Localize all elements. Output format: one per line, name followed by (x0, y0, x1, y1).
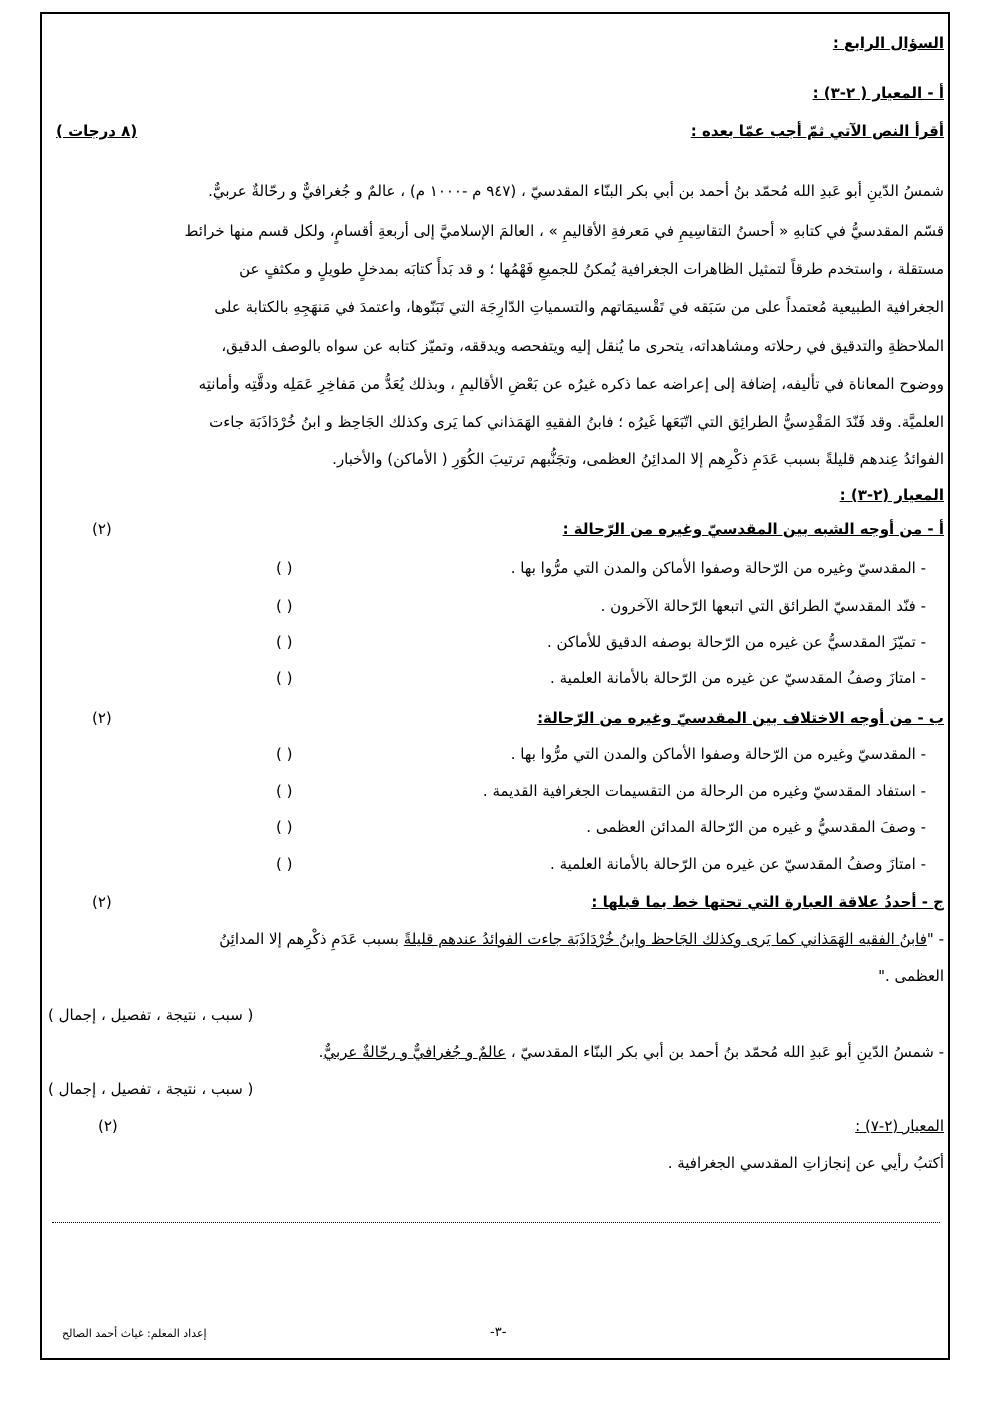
passage-line: الملاحظةِ والتدقيق في رحلاته ومشاهداته، يتحرى ما يُنقل إليه ويتفحصه ويدققه، وتميّز كتابه عن سواه بالوصف الدقيق، (221, 337, 944, 355)
criterion-heading: أ - المعيار ( ٢-٣) : (812, 84, 944, 102)
list-item: - المقدسيّ وغيره من الرّحالة وصفوا الأماكن والمدن التي مرُّوا بها . (510, 559, 926, 577)
quote-line (48, 926, 944, 952)
writing-task: أكتبُ رأيي عن إنجازاتِ المقدسي الجغرافية . (667, 1154, 944, 1172)
passage-line: ووضوح المعاناة في تأليفه، إضافة إلى إعراضه عما ذكره غيرُه عن بَعْضِ الأقاليمِ ، وبذلك يُعَدُّ من مَفاخِرِ عَمَلِه ودقَّتِه وأمانتِه (198, 375, 944, 393)
criterion-heading: المعيار (٢-٧) : (855, 1117, 944, 1135)
quote-line-2: العظمى ." (878, 967, 944, 985)
answer-box[interactable]: ( ) (276, 669, 293, 687)
list-item: - امتازَ وصفُ المقدسيّ عن غيره من الرّحالة بالأمانة العلمية . (550, 855, 926, 873)
passage-line: مستقلة ، واستخدم طرقاً لتمثيل الظاهرات الجغرافية يُمكنُ للجميعِ فَهْمُها ؛ و قد بَدأَ كتابَه بمدخلٍ طويلٍ و مكثفٍ عن (239, 260, 944, 278)
answer-box[interactable]: ( ) (276, 633, 293, 651)
section-b-title: ب - من أوجه الاختلاف بين المقدسيّ وغيره من الرّحالة: (537, 709, 944, 727)
section-a-title: أ - من أوجه الشبه بين المقدسيّ وغيره من الرّحالة : (562, 520, 944, 538)
answer-box[interactable]: ( ) (276, 559, 293, 577)
sentence-prefix: - شمسُ الدّينِ أبو عَبدِ الله مُحمّد بنُ أحمد بن أبي بكر البنّاء المقدسيّ ، (506, 1043, 944, 1061)
answer-box[interactable]: ( ) (276, 597, 293, 615)
quote-prefix: - " (926, 930, 944, 948)
answer-box[interactable]: ( ) (276, 745, 293, 763)
answer-line[interactable] (52, 1222, 940, 1223)
quote-rest: بسبب عَدَمِ ذكْرِهم إلا المدائِنُ (219, 930, 404, 948)
section-a-marks: (٢) (92, 520, 112, 538)
relation-options: ( سبب ، نتيجة ، تفصيل ، إجمال ) (48, 1080, 254, 1098)
instruction: أقرأ النص الآتي ثمّ أجب عمّا بعده : (690, 122, 944, 140)
section-c-marks: (٢) (92, 893, 112, 911)
criterion-marks: (٢) (98, 1117, 118, 1135)
passage-line: العلميَّة. وقد فَنّدَ المَقْدِسيُّ الطرائِق التي اتّبَعَها غَيرُه ؛ فابنُ الفقيهِ الهَمَذاني كما يَرى وكذلك الجَاحِظ و ابنُ خُرْدَاذَبَة جاءت (209, 413, 944, 431)
section-c-title: ج - أحددُ علاقة العبارة التي تحتها خط بما قبلها : (591, 893, 944, 911)
passage-line: الجغرافية الطبيعية مُعتمداً على من سَبَقه في تَقْسيمَاتهم والتسمياتِ الدّارِجَة التي تَبَنّوها، واعتمدَ في مَنهَجِهِ بالكتابة على (214, 298, 944, 316)
underlined-phrase: عالمٌ و جُغرافيٌّ و رحّالةٌ عربيٌّ (323, 1043, 507, 1061)
sentence-end: . (318, 1043, 324, 1061)
list-item: - تميّزَ المقدسيُّ عن غيره من الرّحالة بوصفه الدقيق للأماكن . (546, 633, 926, 651)
criterion-heading: المعيار (٢-٣) : (839, 486, 944, 504)
sentence-line (48, 1039, 944, 1065)
underlined-phrase: فابنُ الفقيه الهَمَذاني كما يَرى وكذلك الجَاحظ وابنُ خُرْدَاذَبَة جاءت الفوائدُ عندهم قليلةً (403, 930, 927, 948)
relation-options: ( سبب ، نتيجة ، تفصيل ، إجمال ) (48, 1006, 254, 1024)
list-item: - وصفَ المقدسيُّ و غيره من الرّحالة المدائن العظمى . (586, 818, 926, 836)
question-title: السؤال الرابع : (832, 34, 944, 52)
answer-box[interactable]: ( ) (276, 855, 293, 873)
footer-author: إعداد المعلم: غياث أحمد الصالح (62, 1327, 207, 1340)
passage-line: قسّم المقدسيُّ في كتابهِ « أحسنُ التقاسِيمِ في مَعرفةِ الأقاليمِ » ، العالمَ الإسلاميَّ إلى أربعةِ أقسامٍ، ولكل قسم منها خرائط (184, 222, 944, 240)
passage-line: الفوائدُ عِندهم قليلةً بسبب عَدَمِ ذكْرِهم إلا المدائِنُ العظمى، وتجَنُّبهم ترتيبَ الكُوَرِ ( الأماكن) والأخبار. (332, 450, 944, 468)
page-number: -٣- (490, 1325, 507, 1340)
marks-total: (٨ درجات ) (56, 122, 138, 140)
list-item: - استفاد المقدسيّ وغيره من الرحالة من التقسيمات الجغرافية القديمة . (482, 782, 926, 800)
answer-box[interactable]: ( ) (276, 818, 293, 836)
list-item: - المقدسيّ وغيره من الرّحالة وصفوا الأماكن والمدن التي مرُّوا بها . (510, 745, 926, 763)
list-item: - فنّد المقدسيّ الطرائق التي اتبعها الرّحالة الآخرون . (600, 597, 926, 615)
answer-box[interactable]: ( ) (276, 782, 293, 800)
section-b-marks: (٢) (92, 709, 112, 727)
passage-line: شمسُ الدّينِ أبو عَبدِ الله مُحمّد بنُ أحمد بن أبي بكر البنّاء المقدسيّ ، (٩٤٧ م -١٠٠٠ م) ، عالمٌ و جُغرافيٌّ و رحّالةٌ عربيٌّ. (208, 182, 944, 200)
list-item: - امتازَ وصفُ المقدسيّ عن غيره من الرّحالة بالأمانة العلمية . (550, 669, 926, 687)
